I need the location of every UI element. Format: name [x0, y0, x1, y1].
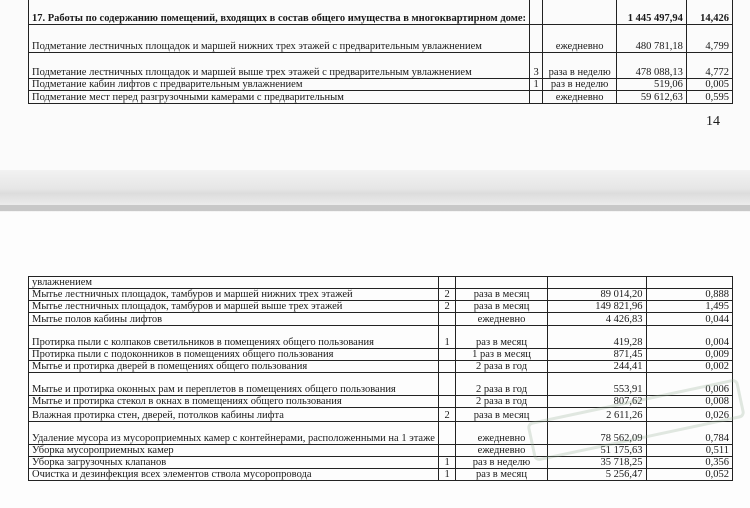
count-cell: 2: [438, 408, 455, 422]
table-row: [29, 289, 733, 301]
rate-cell: 4,772: [686, 53, 732, 79]
table-row: [29, 396, 733, 408]
work-name-cell: увлажнением: [29, 277, 439, 289]
work-name-cell: Уборка мусороприемных камер: [29, 445, 439, 457]
count-cell: [530, 0, 543, 25]
frequency-cell: [543, 0, 617, 25]
count-cell: 1: [438, 457, 455, 469]
annual-cost-cell: 553,91: [547, 373, 646, 396]
work-name-cell: Удаление мусора из мусороприемных камер с контейнерами, расположенными на 1 этаже: [29, 422, 439, 445]
rate-cell: 1,495: [646, 301, 732, 313]
work-name-cell: Уборка загрузочных клапанов: [29, 457, 439, 469]
work-name-cell: Мытье лестничных площадок, тамбуров и маршей выше трех этажей: [29, 301, 439, 313]
rate-cell: [646, 277, 732, 289]
annual-cost-cell: 35 718,25: [547, 457, 646, 469]
count-cell: 2: [438, 301, 455, 313]
annual-cost-cell: 149 821,96: [547, 301, 646, 313]
rate-cell: 0,006: [646, 373, 732, 396]
frequency-cell: [456, 277, 547, 289]
work-name-cell: Подметание лестничных площадок и маршей выше трех этажей с предварительным увлажнением: [29, 53, 530, 79]
annual-cost-cell: 1 445 497,94: [617, 0, 687, 25]
annual-cost-cell: 478 088,13: [617, 53, 687, 79]
top-cost-table: [28, 0, 733, 104]
frequency-cell: ежедневно: [456, 445, 547, 457]
rate-cell: 0,784: [646, 422, 732, 445]
frequency-cell: ежедневно: [456, 313, 547, 326]
table-row: [29, 313, 733, 326]
rate-cell: 0,052: [646, 469, 732, 481]
annual-cost-cell: 519,06: [617, 79, 687, 91]
bottom-cost-table: [28, 276, 733, 481]
frequency-cell: раз в неделю: [456, 457, 547, 469]
work-name-cell: Подметание лестничных площадок и маршей нижних трех этажей с предварительным увлажнением: [29, 25, 530, 53]
table-row: [29, 91, 733, 104]
frequency-cell: 2 раза в год: [456, 396, 547, 408]
work-name-cell: 17. Работы по содержанию помещений, входящих в состав общего имущества в многоквартирном доме:: [29, 0, 530, 25]
page-gap-edge: [0, 205, 750, 211]
table-row: [29, 326, 733, 349]
count-cell: [438, 361, 455, 373]
count-cell: [438, 313, 455, 326]
annual-cost-cell: 2 611,26: [547, 408, 646, 422]
page-number: 14: [706, 114, 720, 129]
rate-cell: 0,008: [646, 396, 732, 408]
annual-cost-cell: 4 426,83: [547, 313, 646, 326]
table-row: [29, 445, 733, 457]
rate-cell: 0,005: [686, 79, 732, 91]
table-row: [29, 361, 733, 373]
frequency-cell: раза в неделю: [543, 53, 617, 79]
table-row: [29, 79, 733, 91]
frequency-cell: раза в месяц: [456, 289, 547, 301]
count-cell: [438, 277, 455, 289]
annual-cost-cell: 5 256,47: [547, 469, 646, 481]
frequency-cell: ежедневно: [456, 422, 547, 445]
rate-cell: 14,426: [686, 0, 732, 25]
table-row: [29, 53, 733, 79]
count-cell: [438, 349, 455, 361]
count-cell: [438, 422, 455, 445]
table-row: [29, 301, 733, 313]
work-name-cell: Мытье полов кабины лифтов: [29, 313, 439, 326]
frequency-cell: 1 раз в месяц: [456, 349, 547, 361]
rate-cell: 0,002: [646, 361, 732, 373]
rate-cell: 0,044: [646, 313, 732, 326]
frequency-cell: 2 раза в год: [456, 361, 547, 373]
frequency-cell: 2 раза в год: [456, 373, 547, 396]
table-row: [29, 0, 733, 25]
table-row: [29, 422, 733, 445]
count-cell: [438, 373, 455, 396]
table-row: [29, 349, 733, 361]
work-name-cell: Влажная протирка стен, дверей, потолков кабины лифта: [29, 408, 439, 422]
work-name-cell: Протирка пыли с подоконников в помещениях общего пользования: [29, 349, 439, 361]
work-name-cell: Протирка пыли с колпаков светильников в помещениях общего пользования: [29, 326, 439, 349]
work-name-cell: Подметание мест перед разгрузочными камерами с предварительным: [29, 91, 530, 104]
table-row: [29, 457, 733, 469]
frequency-cell: ежедневно: [543, 25, 617, 53]
count-cell: 3: [530, 53, 543, 79]
frequency-cell: ежедневно: [543, 91, 617, 104]
count-cell: [438, 396, 455, 408]
rate-cell: 0,356: [646, 457, 732, 469]
annual-cost-cell: [547, 277, 646, 289]
rate-cell: 0,511: [646, 445, 732, 457]
rate-cell: 0,004: [646, 326, 732, 349]
rate-cell: 0,888: [646, 289, 732, 301]
annual-cost-cell: 51 175,63: [547, 445, 646, 457]
annual-cost-cell: 871,45: [547, 349, 646, 361]
work-name-cell: Подметание кабин лифтов с предварительным увлажнением: [29, 79, 530, 91]
count-cell: 1: [438, 326, 455, 349]
table-row: [29, 469, 733, 481]
frequency-cell: раз в неделю: [543, 79, 617, 91]
count-cell: [438, 445, 455, 457]
annual-cost-cell: 480 781,18: [617, 25, 687, 53]
count-cell: [530, 25, 543, 53]
count-cell: [530, 91, 543, 104]
work-name-cell: Мытье и протирка стекол в окнах в помещениях общего пользования: [29, 396, 439, 408]
table-row: [29, 408, 733, 422]
count-cell: 2: [438, 289, 455, 301]
annual-cost-cell: 78 562,09: [547, 422, 646, 445]
work-name-cell: Мытье и протирка оконных рам и переплетов в помещениях общего пользования: [29, 373, 439, 396]
work-name-cell: Мытье и протирка дверей в помещениях общего пользования: [29, 361, 439, 373]
frequency-cell: раза в месяц: [456, 301, 547, 313]
count-cell: 1: [438, 469, 455, 481]
annual-cost-cell: 59 612,63: [617, 91, 687, 104]
table-row: [29, 373, 733, 396]
frequency-cell: раза в месяц: [456, 408, 547, 422]
annual-cost-cell: 244,41: [547, 361, 646, 373]
rate-cell: 0,009: [646, 349, 732, 361]
table-row: [29, 277, 733, 289]
frequency-cell: раз в месяц: [456, 469, 547, 481]
rate-cell: 0,595: [686, 91, 732, 104]
work-name-cell: Мытье лестничных площадок, тамбуров и маршей нижних трех этажей: [29, 289, 439, 301]
annual-cost-cell: 89 014,20: [547, 289, 646, 301]
annual-cost-cell: 807,62: [547, 396, 646, 408]
annual-cost-cell: 419,28: [547, 326, 646, 349]
table-row: [29, 25, 733, 53]
work-name-cell: Очистка и дезинфекция всех элементов ствола мусоропровода: [29, 469, 439, 481]
rate-cell: 0,026: [646, 408, 732, 422]
frequency-cell: раз в месяц: [456, 326, 547, 349]
count-cell: 1: [530, 79, 543, 91]
rate-cell: 4,799: [686, 25, 732, 53]
